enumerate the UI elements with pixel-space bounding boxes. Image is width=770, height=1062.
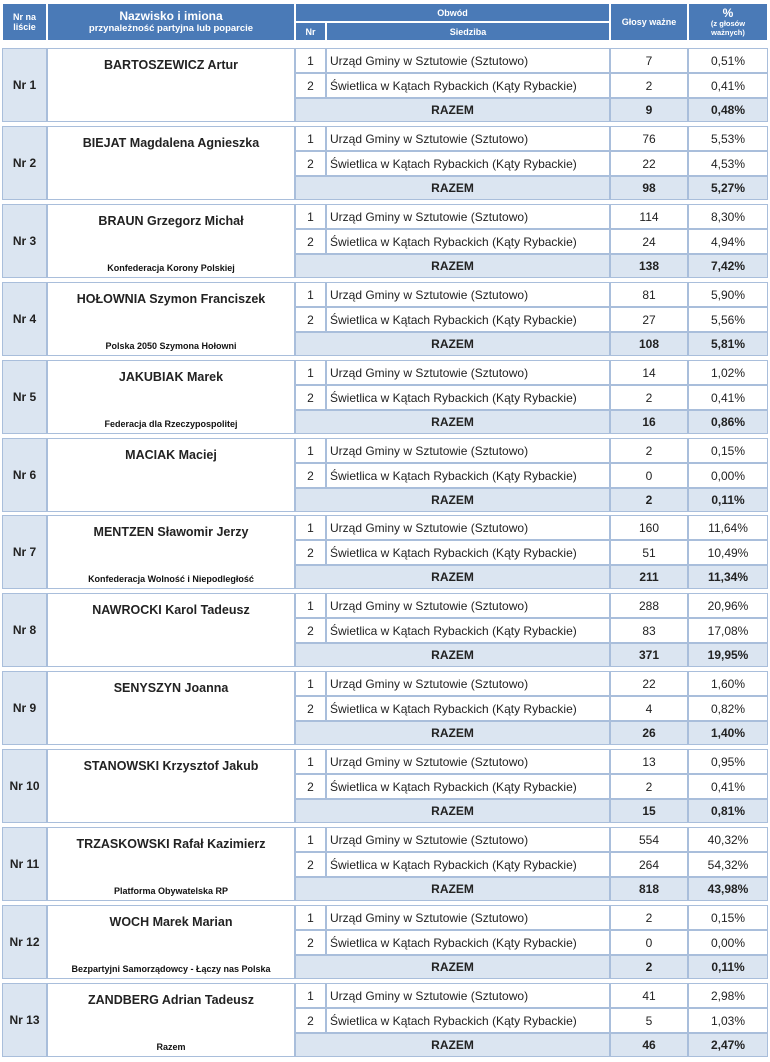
district-seat: Świetlica w Kątach Rybackich (Kąty Rybackie) [326, 618, 610, 643]
district-votes: 4 [610, 696, 688, 721]
total-votes: 9 [610, 98, 688, 122]
total-label: RAZEM [295, 254, 610, 278]
list-number: Nr 6 [2, 438, 47, 512]
district-seat: Urząd Gminy w Sztutowie (Sztutowo) [326, 360, 610, 385]
list-number: Nr 12 [2, 905, 47, 979]
candidate-party: Polska 2050 Szymona Hołowni [105, 341, 237, 351]
total-votes: 138 [610, 254, 688, 278]
district-votes: 264 [610, 852, 688, 877]
list-number: Nr 3 [2, 204, 47, 278]
list-number: Nr 1 [2, 48, 47, 122]
district-votes: 288 [610, 593, 688, 618]
total-label: RAZEM [295, 410, 610, 434]
district-seat: Urząd Gminy w Sztutowie (Sztutowo) [326, 671, 610, 696]
candidate-block [2, 438, 768, 512]
district-votes: 22 [610, 671, 688, 696]
district-number: 2 [295, 385, 326, 410]
candidate-block [2, 593, 768, 667]
candidate-name: BIEJAT Magdalena Agnieszka [82, 136, 260, 150]
district-percent: 17,08% [688, 618, 768, 643]
district-seat: Urząd Gminy w Sztutowie (Sztutowo) [326, 48, 610, 73]
district-votes: 2 [610, 438, 688, 463]
candidate-cell [47, 438, 295, 512]
district-percent: 1,60% [688, 671, 768, 696]
header-district-seat: Siedziba [326, 22, 610, 41]
header-list-number: Nr na liście [2, 3, 47, 41]
total-votes: 2 [610, 955, 688, 979]
district-row [2, 204, 768, 229]
candidate-block [2, 360, 768, 434]
candidate-cell [47, 983, 295, 1057]
header-district: Obwód [295, 3, 610, 22]
district-number: 2 [295, 151, 326, 176]
district-number: 2 [295, 1008, 326, 1033]
district-percent: 0,15% [688, 905, 768, 930]
total-percent: 0,11% [688, 955, 768, 979]
total-votes: 26 [610, 721, 688, 745]
total-votes: 371 [610, 643, 688, 667]
total-votes: 46 [610, 1033, 688, 1057]
district-votes: 0 [610, 930, 688, 955]
candidate-block [2, 48, 768, 122]
district-row [2, 905, 768, 930]
district-votes: 27 [610, 307, 688, 332]
district-percent: 5,53% [688, 126, 768, 151]
results-table-header [2, 3, 768, 41]
total-label: RAZEM [295, 877, 610, 901]
candidate-block [2, 282, 768, 356]
district-number: 2 [295, 852, 326, 877]
total-percent: 0,48% [688, 98, 768, 122]
total-label: RAZEM [295, 98, 610, 122]
list-number: Nr 4 [2, 282, 47, 356]
district-percent: 0,82% [688, 696, 768, 721]
list-number: Nr 5 [2, 360, 47, 434]
header-district-number: Nr [295, 22, 326, 41]
district-votes: 51 [610, 540, 688, 565]
total-votes: 15 [610, 799, 688, 823]
district-seat: Urząd Gminy w Sztutowie (Sztutowo) [326, 749, 610, 774]
district-percent: 0,15% [688, 438, 768, 463]
district-row [2, 671, 768, 696]
total-percent: 0,86% [688, 410, 768, 434]
district-number: 1 [295, 438, 326, 463]
district-percent: 0,41% [688, 73, 768, 98]
header-valid-votes: Głosy ważne [610, 3, 688, 41]
total-votes: 2 [610, 488, 688, 512]
district-seat: Świetlica w Kątach Rybackich (Kąty Rybackie) [326, 1008, 610, 1033]
total-percent: 7,42% [688, 254, 768, 278]
total-label: RAZEM [295, 955, 610, 979]
district-votes: 83 [610, 618, 688, 643]
district-row [2, 593, 768, 618]
district-seat: Świetlica w Kątach Rybackich (Kąty Rybackie) [326, 385, 610, 410]
district-votes: 41 [610, 983, 688, 1008]
list-number: Nr 11 [2, 827, 47, 901]
list-number: Nr 2 [2, 126, 47, 200]
district-number: 1 [295, 48, 326, 73]
district-seat: Urząd Gminy w Sztutowie (Sztutowo) [326, 905, 610, 930]
district-number: 2 [295, 463, 326, 488]
district-votes: 5 [610, 1008, 688, 1033]
district-votes: 2 [610, 905, 688, 930]
candidate-cell [47, 593, 295, 667]
total-label: RAZEM [295, 721, 610, 745]
district-percent: 0,00% [688, 930, 768, 955]
district-percent: 5,90% [688, 282, 768, 307]
district-seat: Świetlica w Kątach Rybackich (Kąty Rybackie) [326, 151, 610, 176]
total-label: RAZEM [295, 488, 610, 512]
district-number: 1 [295, 204, 326, 229]
district-percent: 5,56% [688, 307, 768, 332]
district-number: 2 [295, 229, 326, 254]
district-percent: 1,03% [688, 1008, 768, 1033]
district-percent: 1,02% [688, 360, 768, 385]
district-number: 2 [295, 540, 326, 565]
candidate-cell [47, 360, 295, 434]
total-percent: 5,81% [688, 332, 768, 356]
district-votes: 13 [610, 749, 688, 774]
total-label: RAZEM [295, 176, 610, 200]
district-votes: 2 [610, 385, 688, 410]
candidate-name: MENTZEN Sławomir Jerzy [93, 525, 249, 539]
candidate-block [2, 749, 768, 823]
candidate-block [2, 204, 768, 278]
district-row [2, 983, 768, 1008]
district-row [2, 282, 768, 307]
district-seat: Świetlica w Kątach Rybackich (Kąty Rybackie) [326, 73, 610, 98]
district-votes: 0 [610, 463, 688, 488]
district-row [2, 749, 768, 774]
district-seat: Świetlica w Kątach Rybackich (Kąty Rybackie) [326, 540, 610, 565]
district-seat: Urząd Gminy w Sztutowie (Sztutowo) [326, 438, 610, 463]
district-percent: 20,96% [688, 593, 768, 618]
candidate-cell [47, 204, 295, 278]
candidate-block [2, 126, 768, 200]
candidate-name: JAKUBIAK Marek [118, 370, 224, 384]
district-number: 2 [295, 696, 326, 721]
candidate-name: HOŁOWNIA Szymon Franciszek [76, 292, 266, 306]
district-votes: 7 [610, 48, 688, 73]
district-seat: Urząd Gminy w Sztutowie (Sztutowo) [326, 282, 610, 307]
candidate-name: MACIAK Maciej [125, 448, 217, 462]
candidate-cell [47, 749, 295, 823]
district-seat: Świetlica w Kątach Rybackich (Kąty Rybackie) [326, 930, 610, 955]
total-label: RAZEM [295, 332, 610, 356]
candidate-name: BARTOSZEWICZ Artur [103, 58, 239, 72]
candidate-party: Razem [156, 1042, 186, 1052]
district-percent: 0,51% [688, 48, 768, 73]
district-number: 1 [295, 515, 326, 540]
district-number: 2 [295, 307, 326, 332]
district-percent: 0,41% [688, 774, 768, 799]
total-votes: 211 [610, 565, 688, 589]
candidate-cell [47, 282, 295, 356]
district-seat: Świetlica w Kątach Rybackich (Kąty Rybackie) [326, 307, 610, 332]
district-percent: 54,32% [688, 852, 768, 877]
district-seat: Urząd Gminy w Sztutowie (Sztutowo) [326, 593, 610, 618]
district-seat: Urząd Gminy w Sztutowie (Sztutowo) [326, 827, 610, 852]
candidate-block [2, 983, 768, 1057]
candidate-name: BRAUN Grzegorz Michał [98, 214, 244, 228]
candidate-party: Platforma Obywatelska RP [113, 886, 229, 896]
district-percent: 4,94% [688, 229, 768, 254]
total-percent: 2,47% [688, 1033, 768, 1057]
district-number: 2 [295, 774, 326, 799]
district-number: 2 [295, 618, 326, 643]
district-seat: Urząd Gminy w Sztutowie (Sztutowo) [326, 126, 610, 151]
district-percent: 4,53% [688, 151, 768, 176]
candidate-name: STANOWSKI Krzysztof Jakub [83, 759, 259, 773]
district-seat: Świetlica w Kątach Rybackich (Kąty Rybackie) [326, 696, 610, 721]
list-number: Nr 8 [2, 593, 47, 667]
district-number: 1 [295, 282, 326, 307]
district-row [2, 360, 768, 385]
district-number: 1 [295, 749, 326, 774]
total-votes: 108 [610, 332, 688, 356]
district-number: 1 [295, 905, 326, 930]
total-label: RAZEM [295, 1033, 610, 1057]
candidate-cell [47, 905, 295, 979]
district-number: 2 [295, 73, 326, 98]
district-percent: 0,95% [688, 749, 768, 774]
list-number: Nr 10 [2, 749, 47, 823]
total-label: RAZEM [295, 799, 610, 823]
district-votes: 24 [610, 229, 688, 254]
district-row [2, 48, 768, 73]
district-seat: Urząd Gminy w Sztutowie (Sztutowo) [326, 204, 610, 229]
list-number: Nr 13 [2, 983, 47, 1057]
candidate-party: Konfederacja Korony Polskiej [107, 263, 235, 273]
district-percent: 0,00% [688, 463, 768, 488]
total-votes: 98 [610, 176, 688, 200]
candidate-block [2, 905, 768, 979]
district-seat: Urząd Gminy w Sztutowie (Sztutowo) [326, 515, 610, 540]
district-number: 1 [295, 671, 326, 696]
total-votes: 16 [610, 410, 688, 434]
total-label: RAZEM [295, 643, 610, 667]
candidate-block [2, 671, 768, 745]
district-percent: 11,64% [688, 515, 768, 540]
district-number: 1 [295, 360, 326, 385]
candidate-name: WOCH Marek Marian [109, 915, 233, 929]
district-number: 2 [295, 930, 326, 955]
district-votes: 81 [610, 282, 688, 307]
district-votes: 160 [610, 515, 688, 540]
district-seat: Świetlica w Kątach Rybackich (Kąty Rybackie) [326, 774, 610, 799]
district-votes: 76 [610, 126, 688, 151]
district-votes: 554 [610, 827, 688, 852]
district-row [2, 827, 768, 852]
district-number: 1 [295, 126, 326, 151]
total-percent: 0,81% [688, 799, 768, 823]
district-votes: 22 [610, 151, 688, 176]
candidate-cell [47, 515, 295, 589]
district-row [2, 126, 768, 151]
header-candidate-name: Nazwisko i imiona przynależność partyjna lub poparcie [47, 3, 295, 41]
candidate-cell [47, 48, 295, 122]
total-percent: 5,27% [688, 176, 768, 200]
total-percent: 1,40% [688, 721, 768, 745]
district-row [2, 515, 768, 540]
district-seat: Urząd Gminy w Sztutowie (Sztutowo) [326, 983, 610, 1008]
district-votes: 2 [610, 73, 688, 98]
district-number: 1 [295, 593, 326, 618]
header-percent: % (z głosów ważnych) [688, 3, 768, 41]
total-percent: 0,11% [688, 488, 768, 512]
district-percent: 2,98% [688, 983, 768, 1008]
list-number: Nr 7 [2, 515, 47, 589]
district-seat: Świetlica w Kątach Rybackich (Kąty Rybackie) [326, 229, 610, 254]
district-votes: 14 [610, 360, 688, 385]
candidate-name: ZANDBERG Adrian Tadeusz [88, 993, 254, 1007]
total-votes: 818 [610, 877, 688, 901]
candidate-cell [47, 126, 295, 200]
candidate-party: Federacja dla Rzeczypospolitej [104, 419, 238, 429]
total-percent: 19,95% [688, 643, 768, 667]
district-percent: 0,41% [688, 385, 768, 410]
total-percent: 11,34% [688, 565, 768, 589]
district-votes: 2 [610, 774, 688, 799]
candidate-name: NAWROCKI Karol Tadeusz [92, 603, 250, 617]
district-row [2, 438, 768, 463]
candidate-block [2, 515, 768, 589]
list-number: Nr 9 [2, 671, 47, 745]
candidate-block [2, 827, 768, 901]
candidate-cell [47, 671, 295, 745]
candidate-name: TRZASKOWSKI Rafał Kazimierz [76, 837, 266, 851]
total-percent: 43,98% [688, 877, 768, 901]
district-votes: 114 [610, 204, 688, 229]
district-percent: 8,30% [688, 204, 768, 229]
candidate-name: SENYSZYN Joanna [113, 681, 229, 695]
district-number: 1 [295, 827, 326, 852]
candidate-party: Konfederacja Wolność i Niepodległość [88, 574, 254, 584]
candidate-party: Bezpartyjni Samorządowcy - Łączy nas Polska [71, 964, 271, 974]
total-label: RAZEM [295, 565, 610, 589]
district-percent: 10,49% [688, 540, 768, 565]
district-number: 1 [295, 983, 326, 1008]
district-seat: Świetlica w Kątach Rybackich (Kąty Rybackie) [326, 463, 610, 488]
district-seat: Świetlica w Kątach Rybackich (Kąty Rybackie) [326, 852, 610, 877]
district-percent: 40,32% [688, 827, 768, 852]
candidate-cell [47, 827, 295, 901]
